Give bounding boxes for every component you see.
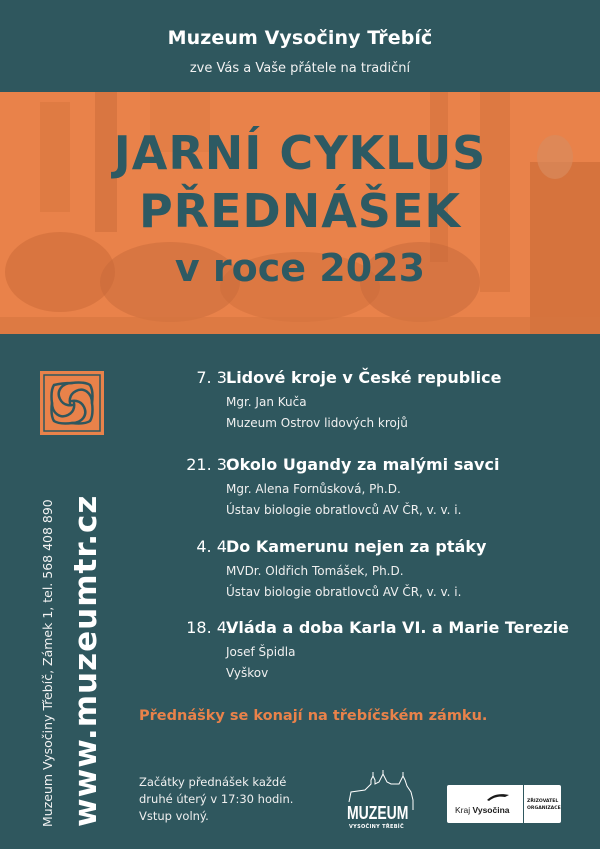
kraj-region: Vysočina [472,805,510,815]
kraj-name [455,805,510,815]
kraj-swoosh-icon [485,792,511,802]
event-title: Do Kamerunu nejen za ptáky [226,537,487,556]
title-line-1: JARNÍ CYKLUS [113,126,487,180]
program-item [150,368,600,452]
museum-logo-subtitle: VYSOČINY TŘEBÍČ [349,824,404,830]
event-title: Okolo Ugandy za malými savci [226,455,500,474]
kraj-role-line-1: ZŘIZOVATEL [527,799,559,804]
header [0,0,600,92]
info-line-1: Začátky přednášek každé [139,775,287,789]
program-item [150,537,600,621]
museum-logo-word: MUZEUM [347,802,409,823]
celtic-knot-icon [40,371,104,435]
program-item [150,618,600,702]
event-date: 21. 3. [186,455,232,474]
kraj-prefix: Kraj [455,805,471,815]
kraj-role [527,798,561,812]
contact-address: Muzeum Vysočiny Třebíč, Zámek 1, tel. 568 408 890 [40,499,55,827]
website-link[interactable]: www.muzeumtr.cz [68,494,104,827]
program-item [150,455,600,539]
invitation-text: zve Vás a Vaše přátele na tradiční [189,61,411,76]
kraj-role-line-2: ORGANIZACE [527,806,561,811]
title-line-2: PŘEDNÁŠEK [138,184,462,238]
event-speaker: MVDr. Oldřich Tomášek, Ph.D. [226,564,404,578]
event-date: 7. 3. [196,368,232,387]
info-line-3: Vstup volný. [139,809,209,823]
title-banner [0,92,600,334]
event-institution: Ústav biologie obratlovců AV ČR, v. v. i. [226,503,462,517]
kraj-vysocina-logo [447,785,561,823]
venue-note: Přednášky se konají na třebíčském zámku. [139,708,488,724]
logo-divider [523,785,524,823]
event-institution: Ústav biologie obratlovců AV ČR, v. v. i. [226,585,462,599]
museum-logo [345,770,435,830]
event-date: 4. 4. [196,537,232,556]
title-line-3: v roce 2023 [174,246,426,290]
event-speaker: Mgr. Alena Fornůsková, Ph.D. [226,482,401,496]
event-date: 18. 4. [186,618,232,637]
event-institution: Vyškov [226,666,269,680]
sidebar-vertical [40,445,110,827]
event-speaker: Josef Špidla [226,645,296,659]
info-line-2: druhé úterý v 17:30 hodin. [139,792,294,806]
event-speaker: Mgr. Jan Kuča [226,395,307,409]
organization-name: Muzeum Vysočiny Třebíč [167,27,433,49]
event-institution: Muzeum Ostrov lidových krojů [226,416,408,430]
event-title: Vláda a doba Karla VI. a Marie Terezie [226,618,569,637]
schedule-info [139,774,293,825]
event-title: Lidové kroje v České republice [226,368,502,387]
